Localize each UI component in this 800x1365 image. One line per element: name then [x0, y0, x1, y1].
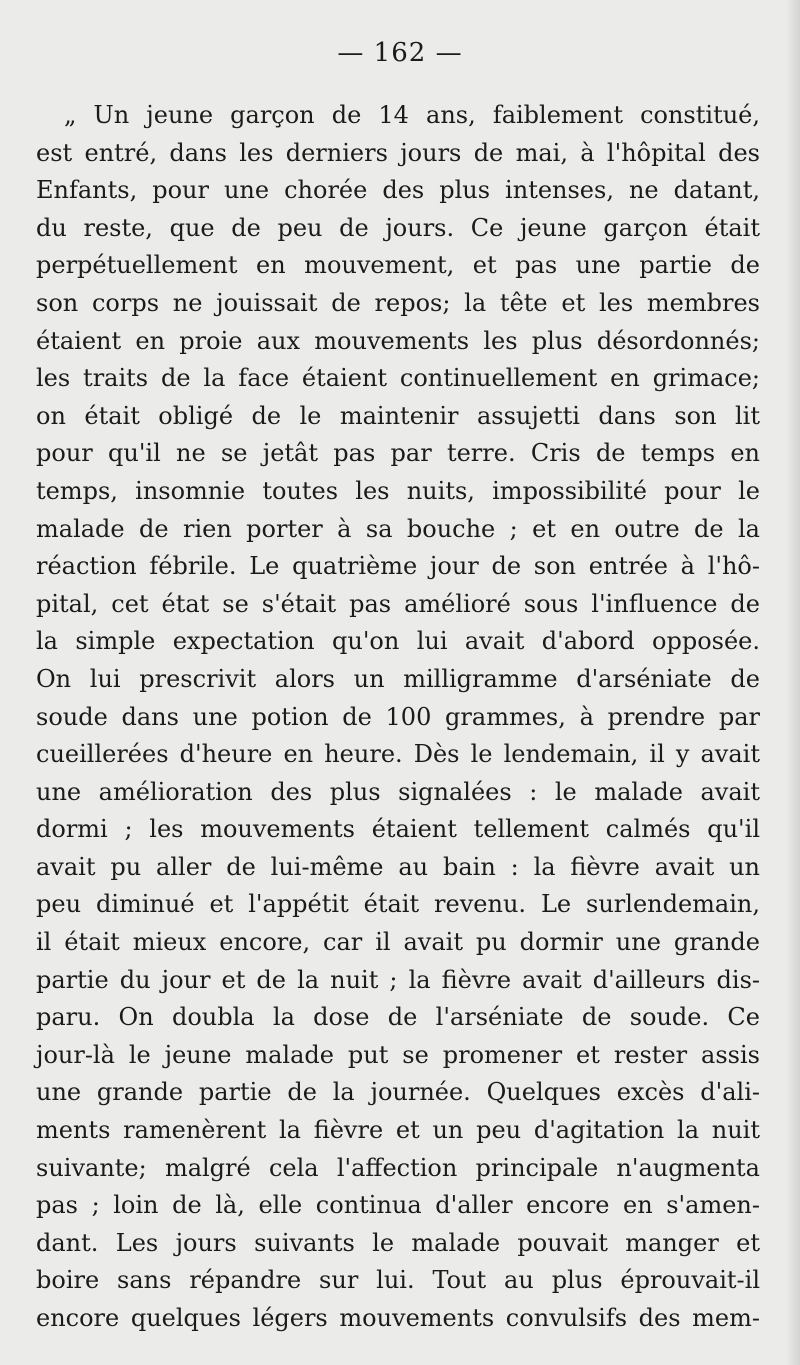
page-edge-shadow [786, 0, 800, 1365]
text-line: pital, cet état se s'était pas amélioré sous l'influence de [36, 589, 760, 618]
text-line: malade de rien porter à sa bouche ; et en outre de la [36, 514, 760, 543]
text-line: jour-là le jeune malade put se promener et rester assis [36, 1040, 760, 1069]
text-line: „ Un jeune garçon de 14 ans, faiblement constitué, [64, 101, 760, 129]
text-line: une grande partie de la journée. Quelques excès d'ali- [36, 1078, 760, 1107]
text-line: temps, insomnie toutes les nuits, impossibilité pour le [36, 476, 760, 505]
text-line: paru. On doubla la dose de l'arséniate de soude. Ce [36, 1003, 760, 1032]
text-line: soude dans une potion de 100 grammes, à prendre par [36, 702, 760, 731]
text-line: son corps ne jouissait de repos; la tête et les membres [36, 288, 760, 317]
text-line: dormi ; les mouvements étaient tellement calmés qu'il [36, 815, 760, 844]
text-line: ments ramenèrent la fièvre et un peu d'agitation la nuit [36, 1116, 760, 1145]
text-line: peu diminué et l'appétit était revenu. Le surlendemain, [36, 890, 760, 919]
text-line: suivante; malgré cela l'affection principale n'augmenta [36, 1153, 760, 1182]
text-line: perpétuellement en mouvement, et pas une partie de [36, 251, 760, 280]
text-line: il était mieux encore, car il avait pu dormir une grande [36, 928, 760, 957]
text-line: les traits de la face étaient continuellement en grimace; [36, 364, 760, 393]
text-line: pas ; loin de là, elle continua d'aller encore en s'amen- [36, 1191, 760, 1220]
text-line: étaient en proie aux mouvements les plus désordonnés; [36, 326, 760, 355]
text-line: partie du jour et de la nuit ; la fièvre avait d'ailleurs dis- [36, 965, 760, 994]
text-line: On lui prescrivit alors un milligramme d'arséniate de [36, 664, 760, 693]
text-line: la simple expectation qu'on lui avait d'abord opposée. [36, 627, 760, 656]
text-line: encore quelques légers mouvements convulsifs des mem- [36, 1304, 760, 1332]
text-line: réaction fébrile. Le quatrième jour de son entrée à l'hô- [36, 552, 760, 581]
text-line: du reste, que de peu de jours. Ce jeune garçon était [36, 213, 760, 242]
page-number: — 162 — [337, 38, 463, 68]
text-line: cueillerées d'heure en heure. Dès le lendemain, il y avait [36, 740, 760, 769]
text-line: on était obligé de le maintenir assujetti dans son lit [36, 401, 760, 430]
text-line: une amélioration des plus signalées : le malade avait [36, 777, 760, 806]
text-line: pour qu'il ne se jetât pas par terre. Cris de temps en [36, 439, 760, 468]
text-line: Enfants, pour une chorée des plus intenses, ne datant, [36, 176, 760, 205]
body-text [36, 97, 760, 1338]
text-line: est entré, dans les derniers jours de mai, à l'hôpital des [36, 138, 760, 167]
text-line: dant. Les jours suivants le malade pouvait manger et [36, 1228, 760, 1257]
text-line: boire sans répandre sur lui. Tout au plus éprouvait-il [36, 1266, 760, 1295]
text-line: avait pu aller de lui-même au bain : la fièvre avait un [36, 852, 760, 881]
